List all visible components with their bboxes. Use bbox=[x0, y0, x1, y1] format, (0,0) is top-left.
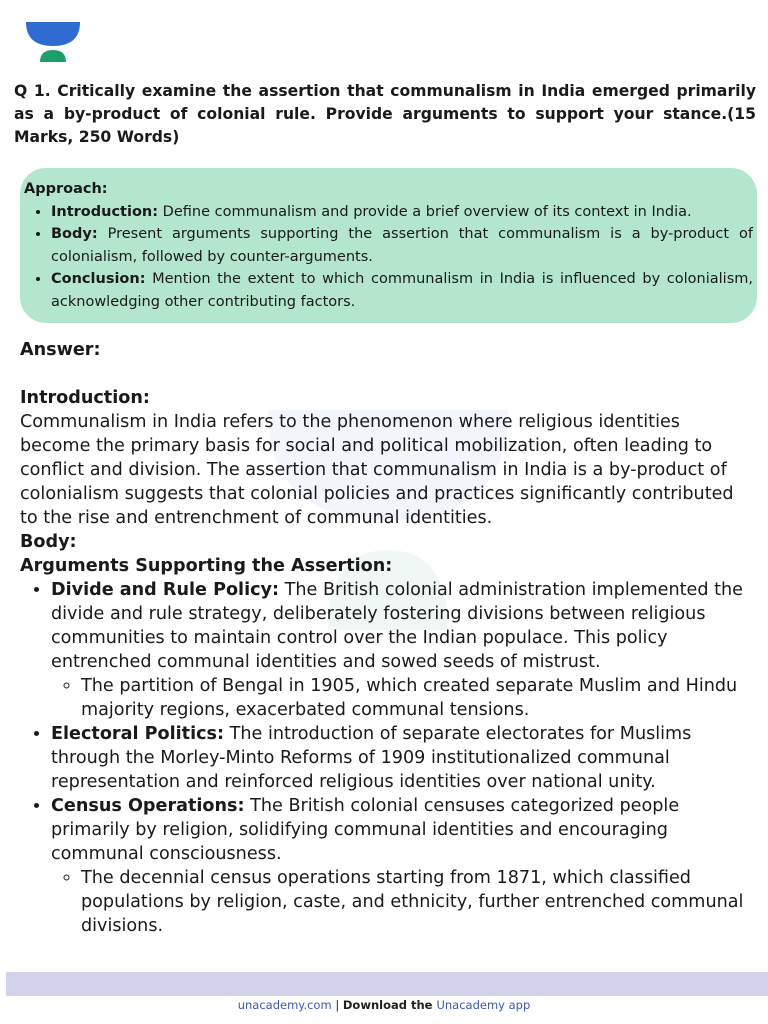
approach-item-text: Define communalism and provide a brief overview of its context in India. bbox=[158, 203, 692, 220]
answer-heading: Answer: bbox=[20, 340, 101, 360]
argument-label: Electoral Politics: bbox=[51, 724, 225, 744]
approach-item-text: Mention the extent to which communalism in India is influenced by colonialism, acknowledging other contributing factors. bbox=[51, 271, 753, 310]
approach-item bbox=[51, 268, 753, 313]
footer-separator: | bbox=[331, 998, 343, 1012]
argument-item bbox=[51, 722, 750, 794]
argument-sublist bbox=[51, 674, 750, 722]
arguments-list bbox=[20, 578, 750, 938]
approach-item bbox=[51, 201, 753, 224]
approach-item bbox=[51, 223, 753, 268]
argument-subitem: ◦ The decennial census operations starting from 1871, which classified populations by religion, caste, and ethnicity, further entrenched communal divisions. bbox=[81, 866, 750, 938]
footer-site-link[interactable]: unacademy.com bbox=[237, 998, 332, 1012]
argument-text: The introduction of separate electorates for Muslims through the Morley-Minto Reforms of 1909 institutionalized communal representation and reinforced religious identities over national unity. bbox=[51, 724, 692, 792]
approach-item-label: Conclusion: bbox=[51, 271, 146, 287]
footer bbox=[0, 998, 768, 1012]
approach-title: Approach: bbox=[24, 181, 108, 197]
intro-paragraph: Communalism in India refers to the phenomenon where religious identities become the primary basis for social and political mobilization, often leading to conflict and division. The assertion that communalism in India is a by-product of colonialism suggests that colonial policies and practices significantly contributed to the rise and entrenchment of communal identities. bbox=[20, 412, 734, 528]
approach-item-label: Introduction: bbox=[51, 203, 159, 220]
argument-label: Divide and Rule Policy: bbox=[51, 580, 280, 600]
footer-bar bbox=[6, 972, 768, 996]
footer-app-link[interactable]: Unacademy app bbox=[436, 998, 531, 1012]
approach-item-text: Present arguments supporting the assertion that communalism is a by-product of colonialism, followed by counter-arguments. bbox=[51, 226, 753, 265]
argument-item bbox=[51, 794, 750, 938]
body-heading: Body: bbox=[20, 532, 77, 552]
intro-heading: Introduction: bbox=[20, 388, 150, 408]
unacademy-logo-icon bbox=[26, 20, 80, 64]
approach-item-label: Body: bbox=[51, 226, 98, 242]
question-text: Q 1. Critically examine the assertion that communalism in India emerged primarily as a by-product of colonial rule. Provide arguments to support your stance.(15 Marks, 250 Words) bbox=[14, 82, 756, 146]
argument-text: The British colonial administration implemented the divide and rule strategy, deliberately fostering divisions between religious communities to maintain control over the Indian populace. This policy entrenched communal identities and sowed seeds of mistrust. bbox=[51, 580, 743, 672]
answer-content bbox=[20, 338, 750, 938]
arguments-heading: Arguments Supporting the Assertion: bbox=[20, 556, 393, 576]
argument-label: Census Operations: bbox=[51, 796, 245, 816]
argument-item bbox=[51, 578, 750, 722]
argument-sublist bbox=[51, 866, 750, 938]
footer-download-text: Download the bbox=[342, 998, 437, 1012]
argument-subitem: ◦ The partition of Bengal in 1905, which created separate Muslim and Hindu majority regions, exacerbated communal tensions. bbox=[81, 674, 750, 722]
argument-text: The British colonial censuses categorized people primarily by religion, solidifying communal identities and encouraging communal consciousness. bbox=[51, 796, 680, 864]
approach-box bbox=[20, 168, 757, 323]
approach-list bbox=[24, 201, 753, 314]
